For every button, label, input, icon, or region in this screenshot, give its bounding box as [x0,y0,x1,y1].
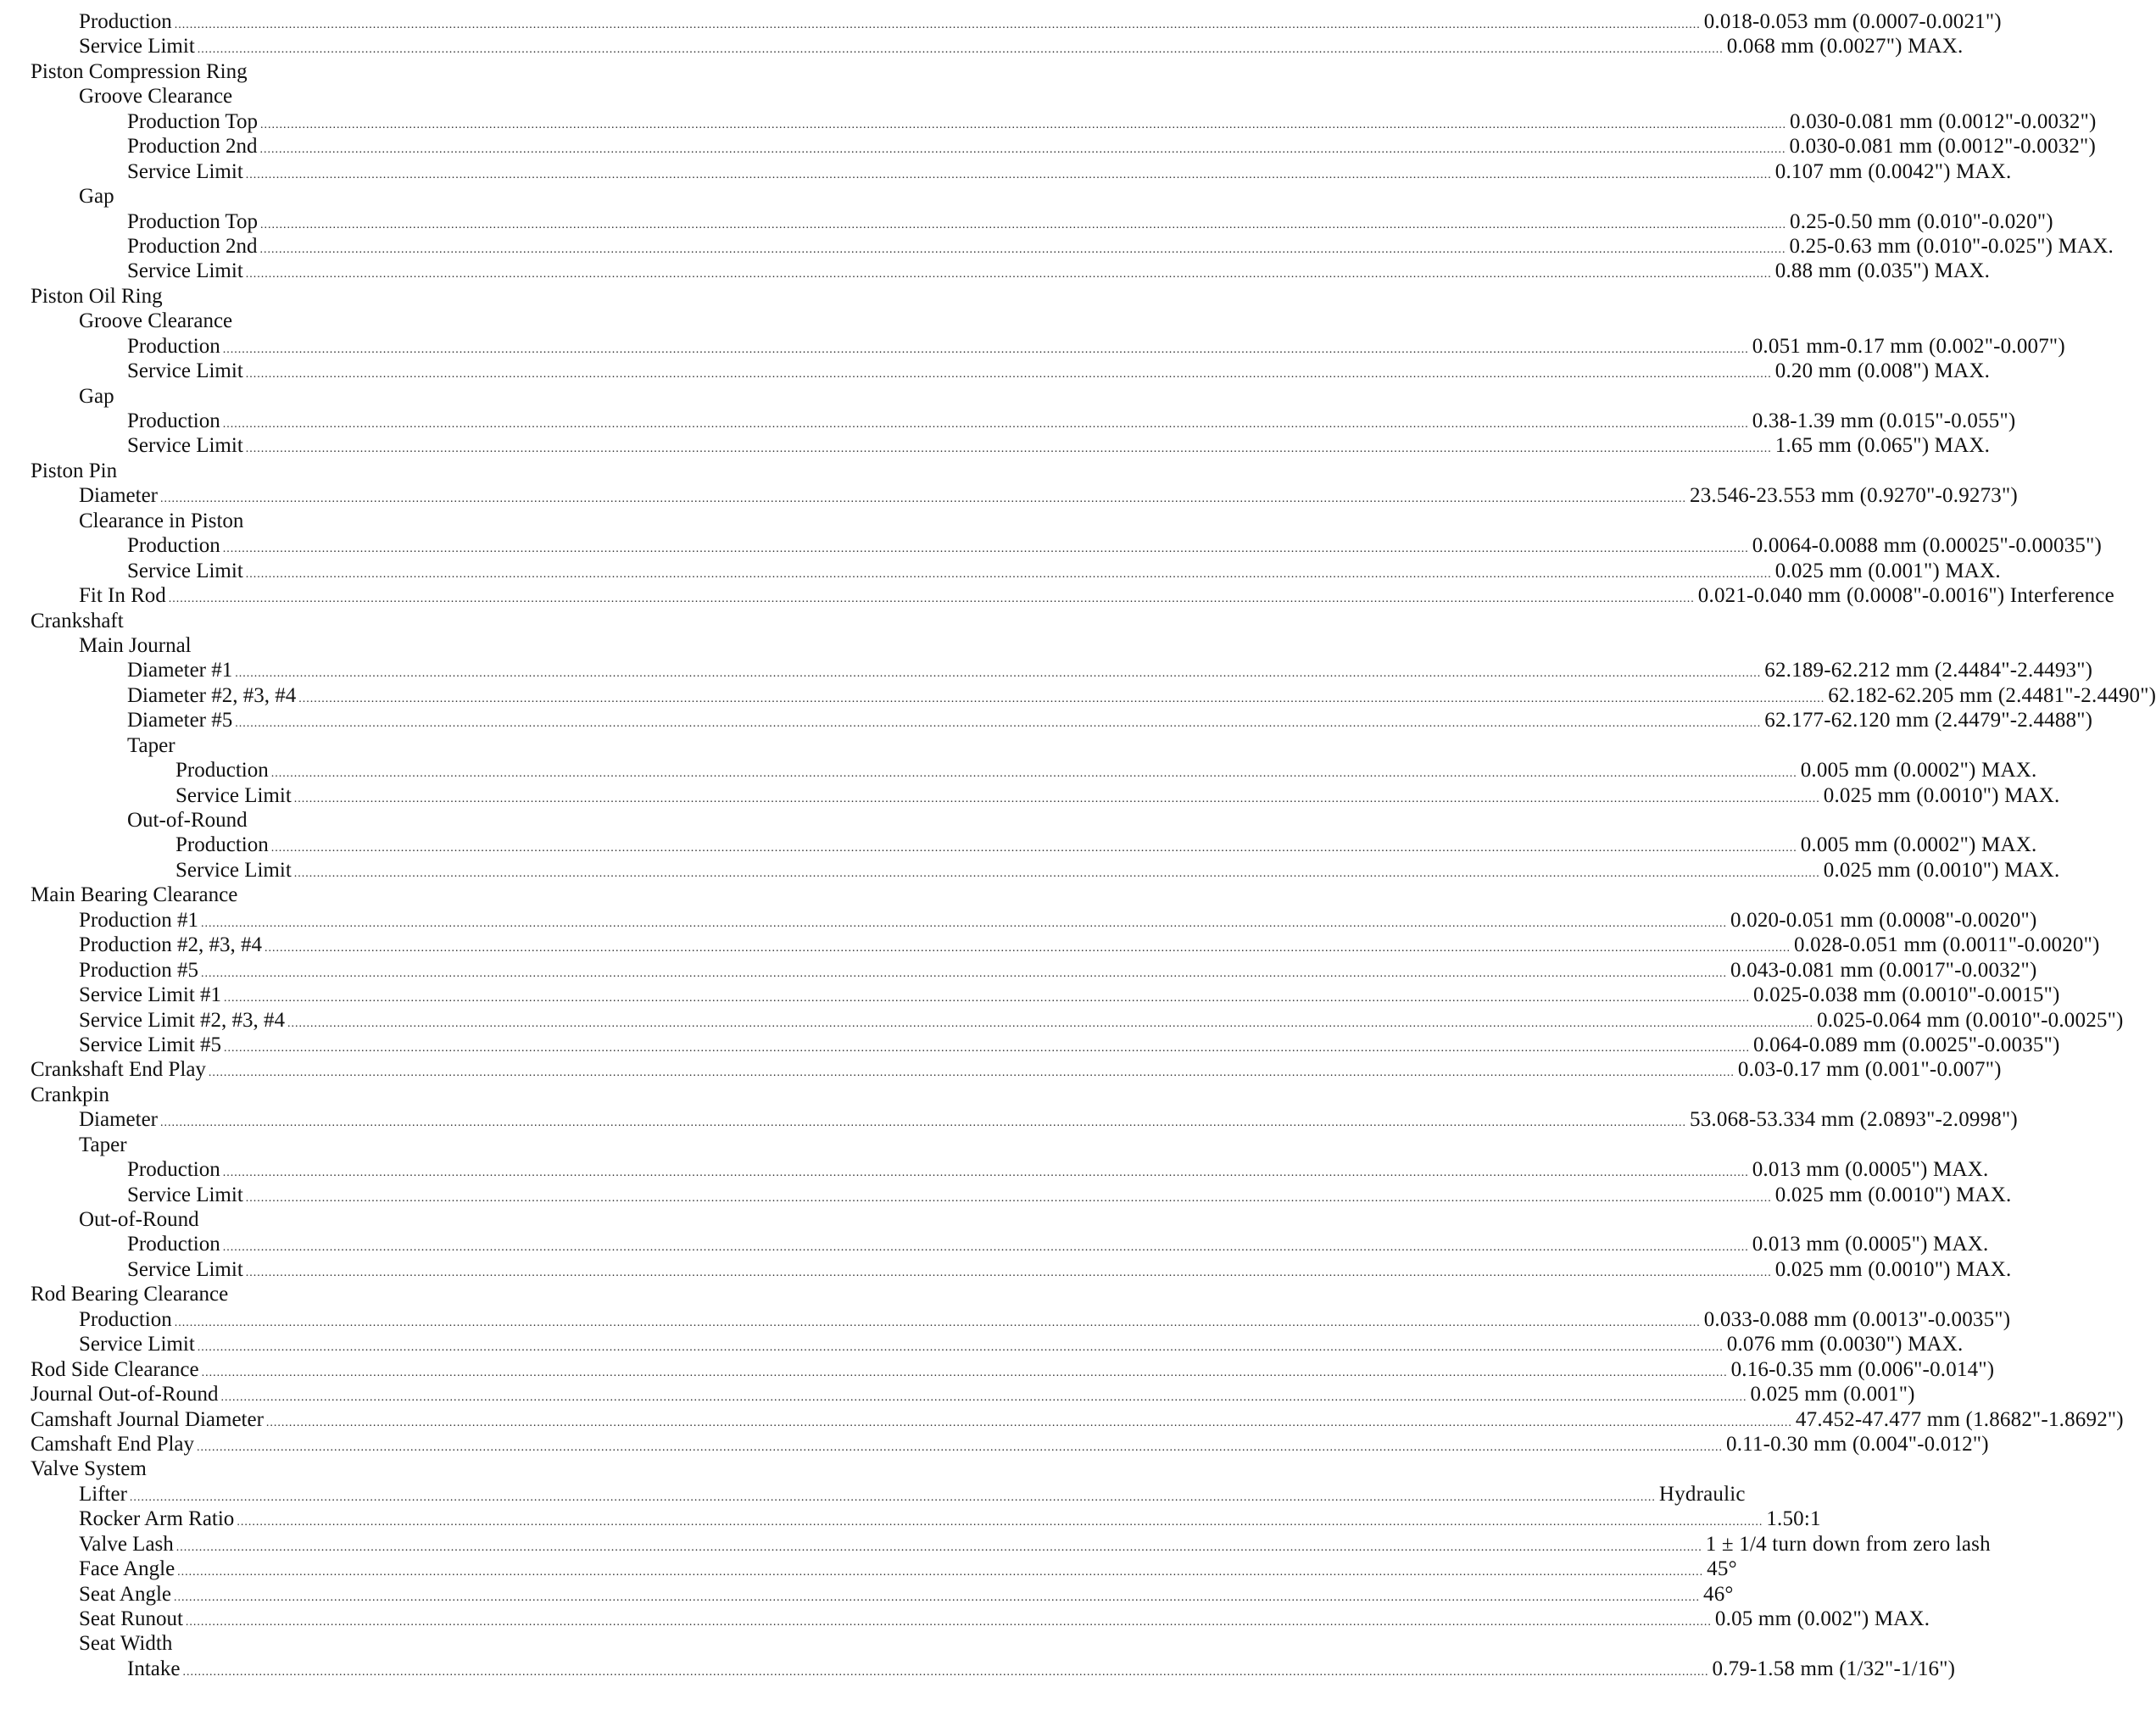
spec-label: Service Limit [175,783,292,807]
dot-leader: ................................................................................................................................................................................................................................................................................................................................................................................................................ [245,443,1772,456]
spec-row [127,409,2016,433]
spec-row [175,833,2037,857]
spec-label: Valve System [31,1457,147,1481]
spec-label: Diameter #1 [127,659,233,682]
spec-label: Journal Out-of-Round [31,1383,219,1406]
dot-leader: ................................................................................................................................................................................................................................................................................................................................................................................................................ [298,692,1825,705]
spec-label: Service Limit [127,159,243,183]
spec-label: Service Limit #5 [79,1033,222,1056]
dot-leader: ................................................................................................................................................................................................................................................................................................................................................................................................................ [237,1516,1763,1529]
spec-row [127,708,2093,732]
spec-label: Production [79,10,172,33]
spec-row [79,1008,2124,1033]
spec-heading [31,59,1087,84]
spec-value: 0.030-0.081 mm (0.0012"-0.0032") [1789,135,2096,159]
spec-row [79,958,2037,983]
spec-row [79,483,2018,508]
spec-label: Production [175,833,269,857]
spec-heading [31,1282,1087,1306]
spec-label: Gap [79,185,114,209]
spec-label: Service Limit [79,1333,195,1356]
dot-leader: ................................................................................................................................................................................................................................................................................................................................................................................................................ [222,1167,1749,1180]
spec-value: 62.189-62.212 mm (2.4484"-2.4493") [1764,659,2093,682]
spec-value: 0.005 mm (0.0002") MAX. [1800,759,2037,783]
spec-label: Service Limit [127,559,243,582]
spec-label: Fit In Rod [79,584,166,608]
spec-heading [79,633,1087,658]
spec-value: 0.005 mm (0.0002") MAX. [1800,833,2037,857]
spec-row [79,1582,1734,1607]
spec-label: Face Angle [79,1557,175,1581]
dot-leader: ................................................................................................................................................................................................................................................................................................................................................................................................................ [174,19,1701,31]
spec-row [79,34,1964,58]
spec-row [79,1033,2060,1057]
spec-row [79,933,2100,957]
spec-label: Camshaft Journal Diameter [31,1407,264,1431]
spec-label: Production 2nd [127,234,258,258]
dot-leader: ................................................................................................................................................................................................................................................................................................................................................................................................................ [174,1590,1701,1604]
dot-leader: ................................................................................................................................................................................................................................................................................................................................................................................................................ [265,1416,1792,1429]
spec-label: Production 2nd [127,135,258,159]
spec-row [79,1607,1930,1631]
spec-value: 0.013 mm (0.0005") MAX. [1752,1233,1989,1256]
dot-leader: ................................................................................................................................................................................................................................................................................................................................................................................................................ [129,1490,1656,1504]
spec-label: Rocker Arm Ratio [79,1507,235,1531]
dot-leader: ................................................................................................................................................................................................................................................................................................................................................................................................................ [220,1391,1747,1405]
spec-value: 0.38-1.39 mm (0.015"-0.055") [1752,409,2016,432]
spec-value: 0.05 mm (0.002") MAX. [1714,1607,1930,1630]
spec-label: Service Limit [127,1257,243,1281]
spec-label: Production Top [127,109,259,133]
dot-leader: ................................................................................................................................................................................................................................................................................................................................................................................................................ [224,992,1751,1005]
spec-heading [79,509,1087,533]
spec-label: Piston Oil Ring [31,284,163,308]
spec-label: Diameter [79,484,159,508]
spec-value: 62.182-62.205 mm (2.4481"-2.4490") [1828,683,2156,707]
dot-leader: ................................................................................................................................................................................................................................................................................................................................................................................................................ [245,368,1772,382]
spec-value: 0.16-0.35 mm (0.006"-0.014") [1730,1357,1995,1381]
spec-row [127,134,2096,159]
spec-value: 0.025 mm (0.001") MAX. [1774,559,2001,582]
dot-leader: ................................................................................................................................................................................................................................................................................................................................................................................................................ [287,1016,1814,1030]
dot-leader: ................................................................................................................................................................................................................................................................................................................................................................................................................ [222,343,1749,356]
spec-row [127,1232,1989,1256]
spec-label: Crankshaft End Play [31,1058,206,1082]
spec-row [79,1307,2011,1332]
dot-leader: ................................................................................................................................................................................................................................................................................................................................................................................................................ [260,118,1787,131]
specification-list [0,9,2156,1681]
spec-label: Crankpin [31,1083,110,1106]
dot-leader: ................................................................................................................................................................................................................................................................................................................................................................................................................ [197,1341,1724,1355]
spec-label: Production #5 [79,958,198,982]
spec-row [127,209,2053,234]
spec-label: Production [127,534,220,558]
spec-value: 0.013 mm (0.0005") MAX. [1752,1158,1989,1182]
spec-value: 45° [1707,1557,1737,1581]
spec-label: Service Limit [127,259,243,283]
dot-leader: ................................................................................................................................................................................................................................................................................................................................................................................................................ [235,717,1762,731]
spec-heading [79,184,1087,209]
spec-row [127,234,2114,259]
spec-value: 0.030-0.081 mm (0.0012"-0.0032") [1790,109,2097,133]
spec-label: Crankshaft [31,609,124,632]
dot-leader: ................................................................................................................................................................................................................................................................................................................................................................................................................ [197,1440,1724,1454]
spec-row [127,359,1991,383]
spec-value: 0.051 mm-0.17 mm (0.002"-0.007") [1752,334,2065,358]
spec-label: Production #1 [79,908,198,932]
spec-label: Out-of-Round [127,809,248,832]
spec-row [31,1057,2002,1082]
spec-row [127,559,2001,583]
spec-value: 62.177-62.120 mm (2.4479"-2.4488") [1764,709,2093,732]
spec-row [127,433,1991,458]
dot-leader: ................................................................................................................................................................................................................................................................................................................................................................................................................ [175,1540,1702,1554]
spec-value: 23.546-23.553 mm (0.9270"-0.9273") [1690,484,2018,508]
dot-leader: ................................................................................................................................................................................................................................................................................................................................................................................................................ [245,567,1772,581]
dot-leader: ................................................................................................................................................................................................................................................................................................................................................................................................................ [222,418,1749,431]
spec-value: 0.107 mm (0.0042") MAX. [1774,159,2012,183]
spec-heading [31,1083,1087,1107]
dot-leader: ................................................................................................................................................................................................................................................................................................................................................................................................................ [160,1117,1687,1130]
spec-value: Hydraulic [1658,1482,1746,1506]
spec-row [79,983,2060,1007]
spec-label: Seat Runout [79,1607,183,1630]
spec-value: 46° [1703,1582,1734,1606]
dot-leader: ................................................................................................................................................................................................................................................................................................................................................................................................................ [259,242,1786,256]
spec-value: 0.0064-0.0088 mm (0.00025"-0.00035") [1752,534,2103,558]
spec-value: 0.025 mm (0.001") [1750,1383,1915,1406]
spec-label: Service Limit [175,858,292,882]
spec-value: 47.452-47.477 mm (1.8682"-1.8692") [1795,1407,2124,1431]
spec-value: 0.03-0.17 mm (0.001"-0.007") [1737,1058,2002,1082]
spec-label: Seat Width [79,1632,173,1656]
spec-row [31,1432,1989,1456]
spec-label: Lifter [79,1482,127,1506]
spec-label: Production [79,1307,172,1331]
spec-label: Diameter #5 [127,709,233,732]
spec-label: Piston Pin [31,459,118,482]
spec-value: 0.068 mm (0.0027") MAX. [1726,35,1964,58]
spec-label: Rod Side Clearance [31,1357,199,1381]
spec-row [127,1257,2012,1282]
spec-value: 1 ± 1/4 turn down from zero lash [1705,1532,1991,1556]
spec-row [175,758,2037,783]
spec-row [127,683,2156,708]
spec-label: Out-of-Round [79,1208,199,1231]
spec-label: Seat Angle [79,1582,172,1606]
dot-leader: ................................................................................................................................................................................................................................................................................................................................................................................................................ [174,1316,1701,1329]
spec-row [79,9,2002,34]
dot-leader: ................................................................................................................................................................................................................................................................................................................................................................................................................ [222,543,1749,556]
spec-label: Service Limit [79,35,195,58]
spec-label: Main Bearing Clearance [31,883,238,907]
spec-heading [31,609,1087,633]
spec-label: Service Limit #2, #3, #4 [79,1008,286,1032]
spec-value: 0.025-0.038 mm (0.0010"-0.0015") [1753,983,2060,1007]
spec-label: Production Top [127,209,259,233]
spec-row [127,533,2103,558]
spec-row [127,259,1991,283]
dot-leader: ................................................................................................................................................................................................................................................................................................................................................................................................................ [260,218,1787,231]
spec-heading [79,309,1087,333]
spec-label: Production [127,334,220,358]
dot-leader: ................................................................................................................................................................................................................................................................................................................................................................................................................ [264,942,1791,955]
dot-leader: ................................................................................................................................................................................................................................................................................................................................................................................................................ [270,842,1797,855]
spec-heading [79,1207,1087,1232]
spec-row [79,1557,1737,1581]
spec-label: Gap [79,384,114,408]
spec-row [127,1157,1989,1182]
dot-leader: ................................................................................................................................................................................................................................................................................................................................................................................................................ [245,168,1772,181]
dot-leader: ................................................................................................................................................................................................................................................................................................................................................................................................................ [222,1241,1749,1255]
spec-value: 0.020-0.051 mm (0.0008"-0.0020") [1730,908,2037,932]
spec-row [79,1482,1746,1507]
spec-label: Production [127,1233,220,1256]
spec-value: 0.20 mm (0.008") MAX. [1774,359,1991,383]
dot-leader: ................................................................................................................................................................................................................................................................................................................................................................................................................ [270,767,1797,781]
spec-row [31,1357,1995,1382]
spec-label: Groove Clearance [79,85,233,109]
spec-heading [127,808,1087,833]
spec-label: Piston Compression Ring [31,59,248,83]
dot-leader: ................................................................................................................................................................................................................................................................................................................................................................................................................ [245,268,1772,281]
spec-value: 53.068-53.334 mm (2.0893"-2.0998") [1690,1108,2018,1132]
spec-value: 0.79-1.58 mm (1/32"-1/16") [1712,1657,1956,1680]
spec-heading [31,1456,1087,1481]
spec-value: 1.65 mm (0.065") MAX. [1774,434,1991,458]
dot-leader: ................................................................................................................................................................................................................................................................................................................................................................................................................ [201,1366,1728,1379]
spec-value: 0.033-0.088 mm (0.0013"-0.0035") [1703,1307,2011,1331]
dot-leader: ................................................................................................................................................................................................................................................................................................................................................................................................................ [168,593,1695,606]
spec-label: Diameter #2, #3, #4 [127,683,297,707]
dot-leader: ................................................................................................................................................................................................................................................................................................................................................................................................................ [293,792,1820,805]
spec-label: Production [175,759,269,783]
spec-row [127,109,2097,134]
spec-heading [79,384,1087,409]
spec-label: Service Limit [127,1183,243,1206]
spec-label: Main Journal [79,633,192,657]
dot-leader: ................................................................................................................................................................................................................................................................................................................................................................................................................ [235,667,1762,681]
spec-row [31,1407,2124,1432]
spec-label: Taper [127,733,175,757]
spec-label: Production [127,1158,220,1182]
spec-value: 0.025 mm (0.0010") MAX. [1823,858,2060,882]
spec-value: 0.043-0.081 mm (0.0017"-0.0032") [1730,958,2037,982]
spec-label: Taper [79,1133,127,1156]
dot-leader: ................................................................................................................................................................................................................................................................................................................................................................................................................ [224,1041,1751,1055]
spec-row [31,1382,1915,1406]
spec-value: 0.025 mm (0.0010") MAX. [1774,1183,2012,1206]
spec-heading [79,84,1087,109]
spec-label: Service Limit [127,359,243,383]
spec-value: 0.25-0.50 mm (0.010"-0.020") [1790,209,2053,233]
spec-heading [31,284,1087,309]
spec-value: 0.018-0.053 mm (0.0007-0.0021") [1703,10,2002,33]
spec-row [79,583,2114,608]
spec-heading [79,1133,1087,1157]
spec-label: Production #2, #3, #4 [79,933,262,957]
spec-label: Production [127,409,220,432]
spec-value: 0.025 mm (0.0010") MAX. [1823,783,2060,807]
dot-leader: ................................................................................................................................................................................................................................................................................................................................................................................................................ [293,866,1820,880]
spec-value: 0.025 mm (0.0010") MAX. [1774,1257,2012,1281]
spec-label: Service Limit #1 [79,983,222,1007]
spec-label: Valve Lash [79,1532,174,1556]
spec-row [127,1183,2012,1207]
dot-leader: ................................................................................................................................................................................................................................................................................................................................................................................................................ [200,916,1727,930]
spec-heading [31,459,1087,483]
spec-row [127,1657,1956,1681]
spec-label: Clearance in Piston [79,509,244,532]
spec-label: Camshaft End Play [31,1432,195,1456]
spec-row [127,159,2012,184]
dot-leader: ................................................................................................................................................................................................................................................................................................................................................................................................................ [177,1566,1704,1579]
spec-row [79,1507,1821,1531]
spec-value: 0.028-0.051 mm (0.0011"-0.0020") [1793,933,2100,957]
dot-leader: ................................................................................................................................................................................................................................................................................................................................................................................................................ [182,1665,1709,1679]
spec-row [79,1332,1964,1356]
spec-value: 1.50:1 [1766,1507,1821,1531]
spec-value: 0.11-0.30 mm (0.004"-0.012") [1726,1432,1989,1456]
spec-row [79,908,2037,933]
dot-leader: ................................................................................................................................................................................................................................................................................................................................................................................................................ [197,43,1724,57]
spec-value: 0.25-0.63 mm (0.010"-0.025") MAX. [1789,234,2114,258]
spec-row [127,658,2093,682]
dot-leader: ................................................................................................................................................................................................................................................................................................................................................................................................................ [259,143,1786,157]
spec-row [127,334,2065,359]
spec-value: 0.025-0.064 mm (0.0010"-0.0025") [1817,1008,2124,1032]
spec-row [79,1532,1991,1557]
spec-label: Rod Bearing Clearance [31,1283,229,1306]
spec-label: Groove Clearance [79,309,233,333]
spec-value: 0.076 mm (0.0030") MAX. [1726,1333,1964,1356]
dot-leader: ................................................................................................................................................................................................................................................................................................................................................................................................................ [200,966,1727,980]
spec-label: Service Limit [127,434,243,458]
spec-row [175,858,2060,883]
dot-leader: ................................................................................................................................................................................................................................................................................................................................................................................................................ [208,1067,1735,1080]
spec-row [79,1107,2018,1132]
spec-value: 0.021-0.040 mm (0.0008"-0.0016") Interference [1697,584,2114,608]
dot-leader: ................................................................................................................................................................................................................................................................................................................................................................................................................ [245,1266,1772,1279]
dot-leader: ................................................................................................................................................................................................................................................................................................................................................................................................................ [185,1616,1712,1629]
spec-value: 0.064-0.089 mm (0.0025"-0.0035") [1753,1033,2060,1056]
spec-heading [127,733,1087,758]
spec-value: 0.88 mm (0.035") MAX. [1774,259,1991,283]
spec-label: Intake [127,1657,181,1680]
spec-heading [31,883,1087,907]
spec-heading [79,1631,1087,1656]
spec-label: Diameter [79,1108,159,1132]
dot-leader: ................................................................................................................................................................................................................................................................................................................................................................................................................ [160,493,1687,506]
spec-row [175,783,2060,808]
dot-leader: ................................................................................................................................................................................................................................................................................................................................................................................................................ [245,1191,1772,1205]
